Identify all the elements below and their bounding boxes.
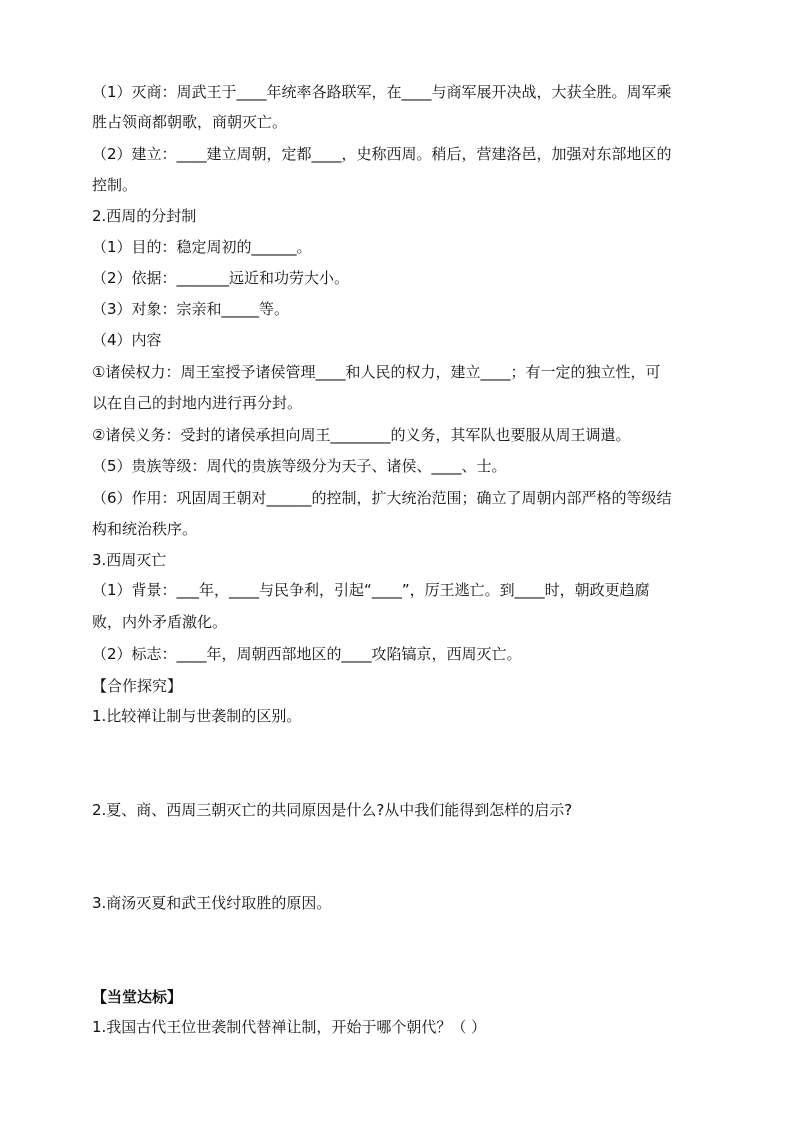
text-line: （2）建立：____建立周朝，定都____，史称西周。稍后，营建洛邑，加强对东部地区的	[92, 145, 672, 163]
text-line: ①诸侯权力：周王室授予诸侯管理____和人民的权力，建立____；有一定的独立性，可	[92, 363, 661, 381]
text-line: （6）作用：巩固周王朝对______的控制，扩大统治范围；确立了周朝内部严格的等级结	[92, 489, 672, 507]
section-heading: 3.西周灭亡	[92, 551, 167, 569]
text-line: （2）标志：____年，周朝西部地区的____攻陷镐京，西周灭亡。	[92, 645, 522, 663]
text-line: （5）贵族等级：周代的贵族等级分为天子、诸侯、____、士。	[92, 457, 507, 475]
text-line: （1）背景：___年，____与民争利，引起“____”，厉王逃亡。到____时，朝政更趋腐	[92, 581, 650, 599]
question-line: 3.商汤灭夏和武王伐纣取胜的原因。	[92, 894, 332, 912]
question-line: 2.夏、商、西周三朝灭亡的共同原因是什么?从中我们能得到怎样的启示?	[92, 801, 573, 819]
section-heading: 【当堂达标】	[92, 988, 183, 1006]
question-line: 1.我国古代王位世袭制代替禅让制，开始于哪个朝代？（ ）	[92, 1018, 487, 1036]
section-heading: 2.西周的分封制	[92, 207, 197, 225]
text-line: 以在自己的封地内进行再分封。	[92, 394, 303, 412]
text-line: （4）内容	[92, 331, 162, 349]
text-line: （1）灭商：周武王于____年统率各路联军，在____与商军展开决战，大获全胜。周军乘	[92, 83, 672, 101]
text-line: （3）对象：宗亲和_____等。	[92, 300, 290, 318]
text-line: 构和统治秩序。	[92, 520, 198, 538]
question-line: 1.比较禅让制与世袭制的区别。	[92, 707, 302, 725]
text-line: （1）目的：稳定周初的______。	[92, 238, 312, 256]
text-line: 胜占领商都朝歌，商朝灭亡。	[92, 113, 288, 131]
text-line: 控制。	[92, 176, 138, 194]
text-line: （2）依据：_______远近和功劳大小。	[92, 269, 350, 287]
text-line: 败，内外矛盾激化。	[92, 613, 228, 631]
text-line: ②诸侯义务：受封的诸侯承担向周王________的义务，其军队也要服从周王调遣。	[92, 426, 631, 444]
section-heading: 【合作探究】	[92, 677, 183, 695]
